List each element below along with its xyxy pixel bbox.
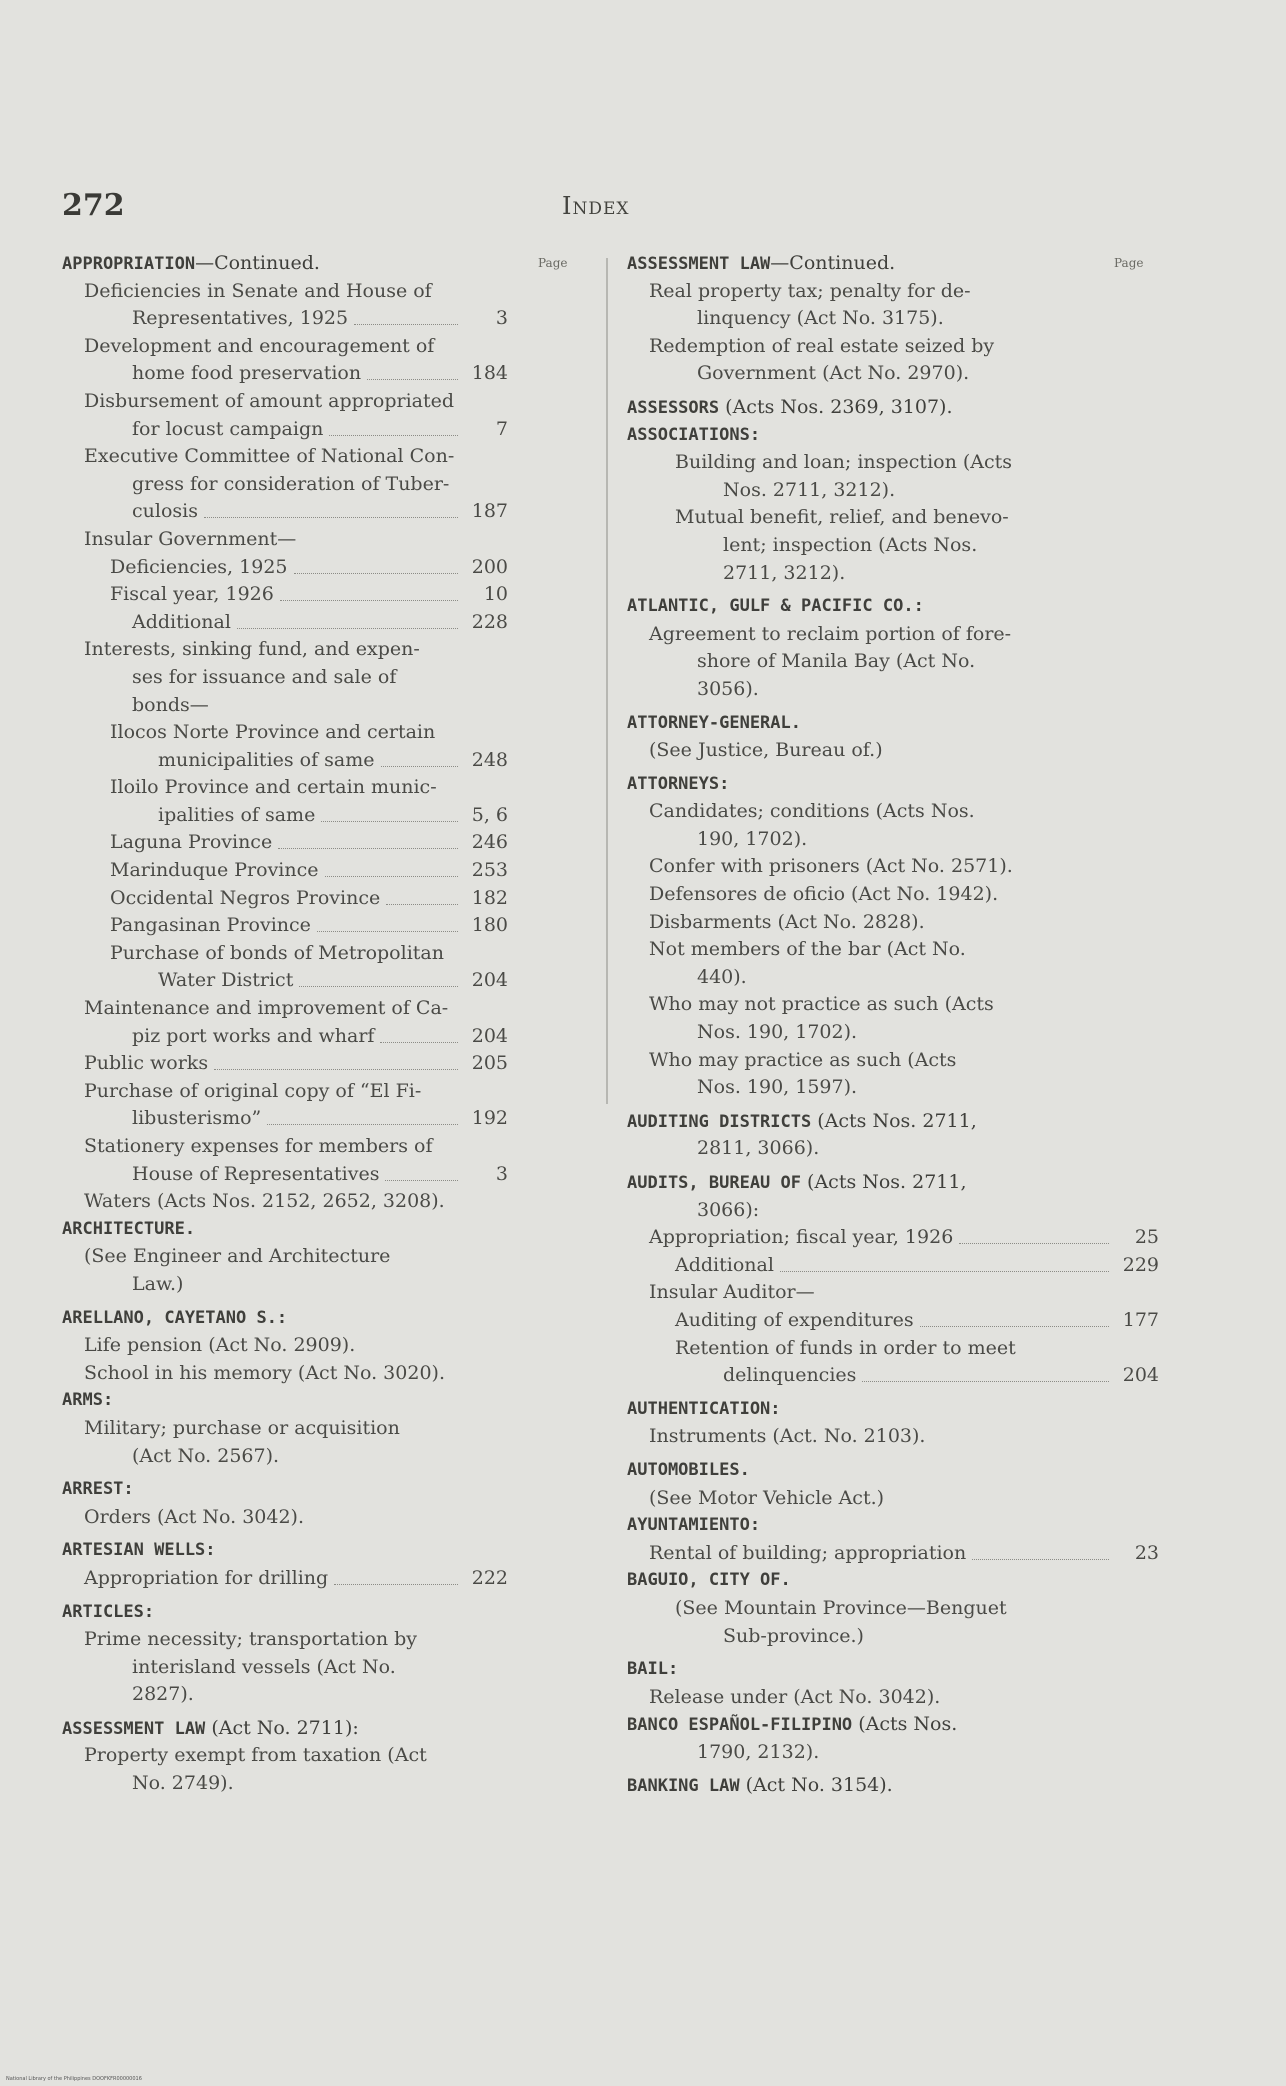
- index-entry-line: [627, 826, 1159, 854]
- index-entry-line: [62, 636, 508, 664]
- page-reference: 228: [471, 610, 508, 633]
- entry-text: Stationery expenses for members of: [84, 1135, 433, 1157]
- entry-continuation: —Continued.: [770, 252, 896, 274]
- page-reference: 229: [1122, 1253, 1159, 1276]
- entry-text: Defensores de oficio (Act No. 1942).: [649, 883, 999, 906]
- index-entry-line: [62, 1133, 508, 1161]
- entry-text: 2811, 3066).: [697, 1137, 820, 1160]
- entry-text: Development and encouragement of: [84, 334, 435, 357]
- index-entry-line: [62, 1023, 508, 1051]
- page-reference: 253: [471, 859, 508, 882]
- entry-text: AUTOMOBILES.: [627, 1459, 750, 1480]
- entry-text: Additional: [132, 610, 231, 633]
- entry-continuation: (Act No. 3154).: [739, 1774, 893, 1797]
- entry-text: Ilocos Norte Province and certain: [110, 721, 436, 744]
- page-reference: 10: [483, 583, 508, 606]
- index-entry-line: [627, 1595, 1159, 1623]
- page-reference: 3: [495, 307, 508, 330]
- index-entry-line: [62, 719, 508, 747]
- index-entry-line: [62, 1105, 508, 1133]
- index-entry-line: [62, 333, 508, 361]
- leader-dots: [267, 1124, 458, 1125]
- entry-text: ASSESSMENT LAW (Act No. 2711):: [62, 1716, 359, 1739]
- entry-text: 440).: [697, 965, 747, 988]
- index-entry-line: [627, 1739, 1159, 1767]
- page-reference: 3: [495, 1162, 508, 1185]
- index-heading: [627, 250, 1159, 278]
- entry-text: linquency (Act No. 3175).: [697, 307, 944, 330]
- leader-dots: [972, 1559, 1109, 1560]
- leader-dots: [780, 1271, 1109, 1272]
- entry-text: ATTORNEYS:: [627, 773, 730, 794]
- page-reference: 184: [471, 362, 508, 385]
- leader-dots: [380, 1042, 458, 1043]
- index-entry-line: [62, 1565, 508, 1593]
- entry-text: Interests, sinking fund, and expen-: [84, 638, 420, 661]
- entry-text: Release under (Act No. 3042).: [649, 1685, 941, 1708]
- entry-text: Fiscal year, 1926: [110, 583, 274, 606]
- page-reference: 248: [471, 748, 508, 771]
- leader-dots: [381, 766, 458, 767]
- running-head: Index: [562, 192, 630, 220]
- entry-text: AUDITING DISTRICTS (Acts Nos. 2711,: [627, 1109, 977, 1132]
- leader-dots: [321, 821, 458, 822]
- page-reference: 204: [471, 969, 508, 992]
- entry-text: delinquencies: [723, 1364, 857, 1387]
- index-entry-line: [62, 857, 508, 885]
- left-page-column-label: Page: [538, 256, 568, 270]
- index-entry-line: [627, 333, 1159, 361]
- index-heading: [62, 1305, 508, 1333]
- index-entry-line: [627, 1307, 1159, 1335]
- entry-text: Who may not practice as such (Acts: [649, 993, 994, 1016]
- entry-text: AYUNTAMIENTO:: [627, 1515, 761, 1536]
- index-entry-line: [62, 388, 508, 416]
- entry-text: Real property tax; penalty for de-: [649, 279, 971, 302]
- index-entry-line: [627, 737, 1159, 765]
- index-entry-line: [627, 532, 1159, 560]
- entry-text: home food preservation: [132, 362, 362, 385]
- entry-text: Who may practice as such (Acts: [649, 1048, 957, 1071]
- entry-text: ARTICLES:: [62, 1601, 155, 1622]
- index-heading: [627, 1169, 1159, 1197]
- entry-text: Nos. 190, 1702).: [697, 1021, 858, 1044]
- index-heading: [627, 1396, 1159, 1424]
- index-entry-line: [62, 526, 508, 554]
- entry-text: Redemption of real estate seized by: [649, 334, 995, 357]
- index-entry-line: [627, 881, 1159, 909]
- index-heading: [627, 1711, 1159, 1739]
- entry-text: Rental of building; appropriation: [649, 1541, 967, 1564]
- entry-text: ASSESSORS (Acts Nos. 2369, 3107).: [627, 395, 953, 418]
- entry-text: municipalities of same: [158, 748, 375, 771]
- column-rule: [606, 258, 608, 1104]
- entry-text: School in his memory (Act No. 3020).: [84, 1361, 445, 1384]
- entry-text: No. 2749).: [132, 1772, 234, 1795]
- entry-text: 2711, 3212).: [723, 561, 846, 584]
- leader-dots: [959, 1243, 1109, 1244]
- index-heading: [62, 1537, 508, 1565]
- index-entry-line: [62, 1770, 508, 1798]
- entry-text: Representatives, 1925: [132, 307, 349, 330]
- entry-text: Sub-province.): [723, 1624, 864, 1647]
- index-entry-line: [627, 1279, 1159, 1307]
- index-entry-line: [62, 995, 508, 1023]
- index-heading: [62, 1387, 508, 1415]
- entry-text: ARMS:: [62, 1390, 114, 1411]
- leader-dots: [214, 1069, 458, 1070]
- index-entry-line: [627, 798, 1159, 826]
- index-entry-line: [62, 1360, 508, 1388]
- index-heading: [627, 593, 1159, 621]
- entry-text: Government (Act No. 2970).: [697, 362, 970, 385]
- index-entry-line: [62, 1243, 508, 1271]
- entry-text: bonds—: [132, 693, 209, 716]
- entry-text: Waters (Acts Nos. 2152, 2652, 3208).: [84, 1190, 445, 1213]
- index-heading: [627, 1567, 1159, 1595]
- index-entry-line: [62, 1161, 508, 1189]
- entry-text: Executive Committee of National Con-: [84, 445, 455, 468]
- leader-dots: [329, 435, 458, 436]
- entry-text: ARREST:: [62, 1479, 134, 1500]
- index-entry-line: [627, 305, 1159, 333]
- index-entry-line: [62, 554, 508, 582]
- entry-text: Insular Government—: [84, 527, 297, 550]
- entry-text: (See Engineer and Architecture: [84, 1245, 391, 1268]
- index-entry-line: [62, 774, 508, 802]
- leader-dots: [237, 628, 458, 629]
- index-heading: [627, 1108, 1159, 1136]
- index-entry-line: [627, 278, 1159, 306]
- index-entry-line: [62, 416, 508, 444]
- entry-text: AUTHENTICATION:: [627, 1398, 781, 1419]
- entry-text: ipalities of same: [158, 803, 316, 826]
- index-entry-line: [62, 885, 508, 913]
- entry-text: AUDITS, BUREAU OF (Acts Nos. 2711,: [627, 1171, 967, 1193]
- index-entry-line: [62, 581, 508, 609]
- entry-continuation: (Acts Nos. 2711,: [811, 1109, 977, 1132]
- entry-text: Not members of the bar (Act No.: [649, 938, 966, 961]
- leader-dots: [317, 931, 458, 932]
- entry-text: Prime necessity; transportation by: [84, 1628, 418, 1651]
- page-reference: 5, 6: [471, 803, 508, 826]
- entry-text: for locust campaign: [132, 417, 324, 440]
- entry-text: (Act No. 2567).: [132, 1444, 280, 1467]
- page-reference: 222: [471, 1566, 508, 1589]
- entry-text: Building and loan; inspection (Acts: [675, 451, 1013, 474]
- index-entry-line: [62, 1050, 508, 1078]
- entry-text: Maintenance and improvement of Ca-: [84, 997, 449, 1020]
- leader-dots: [280, 600, 458, 601]
- leader-dots: [299, 986, 458, 987]
- entry-text: Military; purchase or acquisition: [84, 1416, 400, 1439]
- leader-dots: [204, 517, 458, 518]
- entry-text: 1790, 2132).: [697, 1740, 820, 1763]
- entry-text: Appropriation for drilling: [84, 1566, 329, 1589]
- index-entry-line: [62, 498, 508, 526]
- index-heading: [62, 250, 508, 278]
- index-entry-line: [62, 829, 508, 857]
- entry-text: Deficiencies, 1925: [110, 555, 288, 578]
- entry-text: gress for consideration of Tuber-: [132, 472, 450, 495]
- index-entry-line: [627, 853, 1159, 881]
- leader-dots: [325, 876, 459, 877]
- index-entry-line: [62, 1332, 508, 1360]
- index-entry-line: [62, 443, 508, 471]
- entry-text: ARELLANO, CAYETANO S.:: [62, 1307, 288, 1328]
- page-reference: 204: [1122, 1364, 1159, 1387]
- leader-dots: [862, 1381, 1109, 1382]
- index-heading: [627, 1656, 1159, 1684]
- entry-text: BANCO ESPAÑOL-FILIPINO (Acts Nos.: [627, 1713, 958, 1736]
- entry-text: House of Representatives: [132, 1162, 380, 1185]
- page-number: 272: [62, 188, 125, 223]
- index-entry-line: [62, 1443, 508, 1471]
- index-entry-line: [62, 1415, 508, 1443]
- leader-dots: [386, 904, 458, 905]
- index-column-left: [62, 250, 508, 1798]
- entry-text: Water District: [158, 969, 294, 992]
- index-entry-line: [627, 1019, 1159, 1047]
- entry-text: 3056).: [697, 677, 759, 700]
- leader-dots: [334, 1584, 458, 1585]
- page-reference: 192: [471, 1107, 508, 1130]
- entry-text: BAIL:: [627, 1659, 679, 1680]
- index-entry-line: [627, 1135, 1159, 1163]
- entry-text: Purchase of bonds of Metropolitan: [110, 941, 444, 964]
- entry-text: Insular Auditor—: [649, 1281, 815, 1304]
- index-entry-line: [627, 1047, 1159, 1075]
- index-entry-line: [62, 940, 508, 968]
- entry-text: Orders (Act No. 3042).: [84, 1505, 305, 1528]
- index-entry-line: [62, 1188, 508, 1216]
- index-entry-line: [62, 1271, 508, 1299]
- index-entry-line: [627, 1335, 1159, 1363]
- index-entry-line: [62, 471, 508, 499]
- entry-text: (See Justice, Bureau of.): [649, 739, 883, 762]
- page-reference: 205: [471, 1052, 508, 1075]
- index-column-right: [627, 250, 1159, 1800]
- page-reference: 7: [495, 417, 508, 440]
- leader-dots: [920, 1326, 1109, 1327]
- index-entry-line: [627, 1252, 1159, 1280]
- entry-text: ASSESSMENT LAW—Continued.: [627, 252, 896, 274]
- index-entry-line: [627, 560, 1159, 588]
- entry-text: 2827).: [132, 1683, 194, 1706]
- entry-text: Laguna Province: [110, 831, 273, 854]
- index-entry-line: [627, 1485, 1159, 1513]
- entry-text: Confer with prisoners (Act No. 2571).: [649, 855, 1013, 878]
- index-entry-line: [62, 802, 508, 830]
- index-entry-line: [627, 504, 1159, 532]
- index-entry-line: [62, 1654, 508, 1682]
- index-heading: [627, 394, 1159, 422]
- index-entry-line: [62, 1504, 508, 1532]
- page-reference: 182: [471, 886, 508, 909]
- index-entry-line: [627, 964, 1159, 992]
- index-entry-line: [627, 1224, 1159, 1252]
- index-heading: [62, 1715, 508, 1743]
- entry-text: Mutual benefit, relief, and benevo-: [675, 506, 1009, 529]
- leader-dots: [367, 379, 458, 380]
- entry-text: Public works: [84, 1052, 209, 1075]
- entry-text: Pangasinan Province: [110, 914, 311, 937]
- entry-continuation: (Acts Nos.: [852, 1713, 958, 1736]
- leader-dots: [354, 324, 458, 325]
- index-entry-line: [627, 676, 1159, 704]
- page-reference: 25: [1134, 1226, 1159, 1249]
- index-entry-line: [627, 449, 1159, 477]
- leader-dots: [385, 1180, 458, 1181]
- entry-text: Disbursement of amount appropriated: [84, 389, 455, 412]
- index-entry-line: [627, 621, 1159, 649]
- entry-text: (See Motor Vehicle Act.): [649, 1486, 885, 1509]
- page-reference: 177: [1122, 1308, 1159, 1331]
- entry-text: Law.): [132, 1272, 184, 1295]
- entry-text: interisland vessels (Act No.: [132, 1655, 396, 1678]
- entry-text: libusterismo”: [132, 1107, 262, 1130]
- entry-text: piz port works and wharf: [132, 1024, 375, 1047]
- page-reference: 187: [471, 500, 508, 523]
- entry-text: BANKING LAW (Act No. 3154).: [627, 1774, 893, 1797]
- page-reference: 23: [1134, 1541, 1159, 1564]
- entry-text: shore of Manila Bay (Act No.: [697, 650, 976, 673]
- index-entry-line: [62, 912, 508, 940]
- entry-text: Iloilo Province and certain munic-: [110, 776, 437, 799]
- index-entry-line: [627, 1684, 1159, 1712]
- entry-text: 3066):: [697, 1198, 760, 1221]
- entry-text: ATLANTIC, GULF & PACIFIC CO.:: [627, 596, 924, 617]
- leader-dots: [294, 573, 459, 574]
- entry-text: Nos. 190, 1597).: [697, 1076, 858, 1099]
- index-entry-line: [627, 1362, 1159, 1390]
- index-entry-line: [62, 967, 508, 995]
- index-entry-line: [627, 477, 1159, 505]
- entry-text: Disbarments (Act No. 2828).: [649, 910, 925, 933]
- index-entry-line: [627, 1623, 1159, 1651]
- index-entry-line: [627, 360, 1159, 388]
- index-entry-line: [62, 305, 508, 333]
- leader-dots: [278, 848, 458, 849]
- entry-text: (See Mountain Province—Benguet: [675, 1596, 1007, 1619]
- index-entry-line: [62, 664, 508, 692]
- index-entry-line: [62, 1078, 508, 1106]
- page-reference: 200: [471, 555, 508, 578]
- index-entry-line: [62, 692, 508, 720]
- entry-text: Nos. 2711, 3212).: [723, 478, 896, 501]
- index-entry-line: [62, 360, 508, 388]
- index-heading: [627, 1772, 1159, 1800]
- entry-text: Retention of funds in order to meet: [675, 1336, 1016, 1359]
- entry-text: Marinduque Province: [110, 859, 319, 882]
- index-entry-line: [62, 609, 508, 637]
- entry-text: Life pension (Act No. 2909).: [84, 1334, 356, 1357]
- index-entry-line: [627, 936, 1159, 964]
- entry-text: 190, 1702).: [697, 827, 808, 850]
- index-entry-line: [627, 1540, 1159, 1568]
- entry-text: Agreement to reclaim portion of fore-: [649, 622, 1012, 645]
- index-entry-line: [62, 747, 508, 775]
- index-heading: [627, 771, 1159, 799]
- page-reference: 180: [471, 914, 508, 937]
- entry-text: Purchase of original copy of “El Fi-: [84, 1079, 422, 1102]
- footer-credit: National Library of the Philippines DOOFKFR00000016: [6, 2076, 142, 2082]
- entry-text: Deficiencies in Senate and House of: [84, 279, 432, 302]
- page-reference: 246: [471, 831, 508, 854]
- index-entry-line: [627, 991, 1159, 1019]
- index-entry-line: [627, 909, 1159, 937]
- index-entry-line: [62, 1626, 508, 1654]
- entry-text: ARCHITECTURE.: [62, 1218, 196, 1239]
- entry-continuation: (Acts Nos. 2369, 3107).: [719, 395, 953, 418]
- index-heading: [62, 1476, 508, 1504]
- page-reference: 204: [471, 1024, 508, 1047]
- index-heading: [62, 1599, 508, 1627]
- entry-text: Instruments (Act. No. 2103).: [649, 1425, 926, 1448]
- entry-text: Additional: [675, 1253, 774, 1276]
- right-page-column-label: Page: [1114, 256, 1144, 270]
- index-entry-line: [627, 648, 1159, 676]
- index-entry-line: [62, 1681, 508, 1709]
- entry-text: ses for issuance and sale of: [132, 665, 397, 688]
- entry-text: ASSOCIATIONS:: [627, 424, 761, 445]
- entry-text: Appropriation; fiscal year, 1926: [649, 1226, 954, 1249]
- index-entry-line: [627, 1197, 1159, 1225]
- index-heading: [627, 422, 1159, 450]
- entry-text: BAGUIO, CITY OF.: [627, 1570, 791, 1591]
- entry-text: ATTORNEY-GENERAL.: [627, 712, 801, 733]
- index-heading: [627, 1457, 1159, 1485]
- entry-text: culosis: [132, 500, 198, 523]
- entry-text: lent; inspection (Acts Nos.: [723, 533, 978, 556]
- entry-text: APPROPRIATION—Continued.: [62, 252, 320, 274]
- index-entry-line: [627, 1074, 1159, 1102]
- entry-continuation: (Act No. 2711):: [205, 1716, 359, 1739]
- entry-text: Property exempt from taxation (Act: [84, 1744, 427, 1767]
- entry-text: ARTESIAN WELLS:: [62, 1540, 216, 1561]
- entry-continuation: (Acts Nos. 2711,: [801, 1171, 967, 1193]
- index-heading: [62, 1216, 508, 1244]
- entry-text: Auditing of expenditures: [675, 1308, 914, 1331]
- index-entry-line: [627, 1423, 1159, 1451]
- entry-text: Candidates; conditions (Acts Nos.: [649, 800, 975, 823]
- entry-continuation: —Continued.: [195, 252, 320, 274]
- index-entry-line: [62, 278, 508, 306]
- entry-text: Occidental Negros Province: [110, 886, 381, 909]
- index-entry-line: [62, 1742, 508, 1770]
- index-heading: [627, 710, 1159, 738]
- index-heading: [627, 1512, 1159, 1540]
